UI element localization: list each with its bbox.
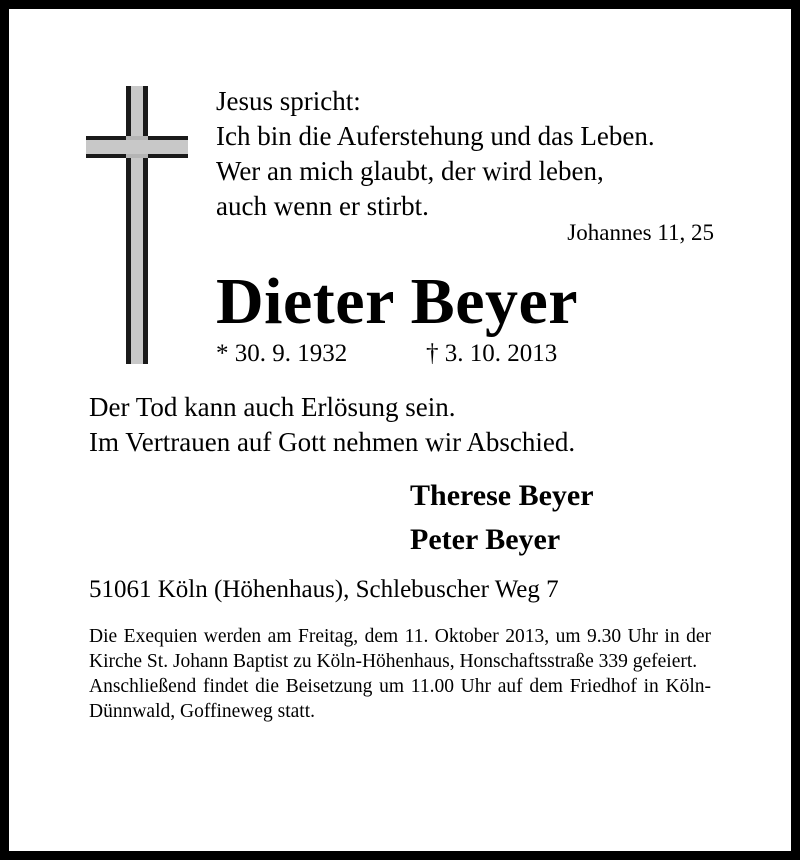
motto-line: Im Vertrauen auf Gott nehmen wir Abschied. bbox=[89, 427, 576, 457]
quote-line: auch wenn er stirbt. bbox=[216, 191, 429, 221]
details-paragraph: Die Exequien werden am Freitag, dem 11. Oktober 2013, um 9.30 Uhr in der Kirche St. Johann Baptist zu Köln-Höhenhaus, Honschaftsstraße 339 gefeiert. bbox=[89, 626, 711, 672]
family-address: 51061 Köln (Höhenhaus), Schlebuscher Weg 7 bbox=[89, 576, 559, 603]
quote-line: Ich bin die Auferstehung und das Leben. bbox=[216, 121, 655, 151]
life-dates bbox=[216, 340, 557, 368]
mourner-name: Peter Beyer bbox=[410, 523, 561, 556]
details-paragraph: Anschließend findet die Beisetzung um 11.00 Uhr auf dem Friedhof in Köln-Dünnwald, Goffineweg statt. bbox=[89, 676, 711, 722]
bible-quote bbox=[216, 84, 655, 224]
birth-date: * 30. 9. 1932 bbox=[216, 340, 348, 367]
mourners bbox=[410, 474, 594, 562]
deceased-name: Dieter Beyer bbox=[216, 265, 579, 338]
quote-line: Jesus spricht: bbox=[216, 86, 361, 116]
mourner-name: Therese Beyer bbox=[410, 479, 594, 512]
service-details bbox=[89, 624, 711, 724]
death-date: † 3. 10. 2013 bbox=[426, 340, 558, 367]
quote-reference: Johannes 11, 25 bbox=[567, 220, 714, 245]
motto bbox=[89, 390, 575, 460]
motto-line: Der Tod kann auch Erlösung sein. bbox=[89, 392, 456, 422]
christian-cross-icon bbox=[86, 86, 188, 364]
quote-line: Wer an mich glaubt, der wird leben, bbox=[216, 156, 604, 186]
